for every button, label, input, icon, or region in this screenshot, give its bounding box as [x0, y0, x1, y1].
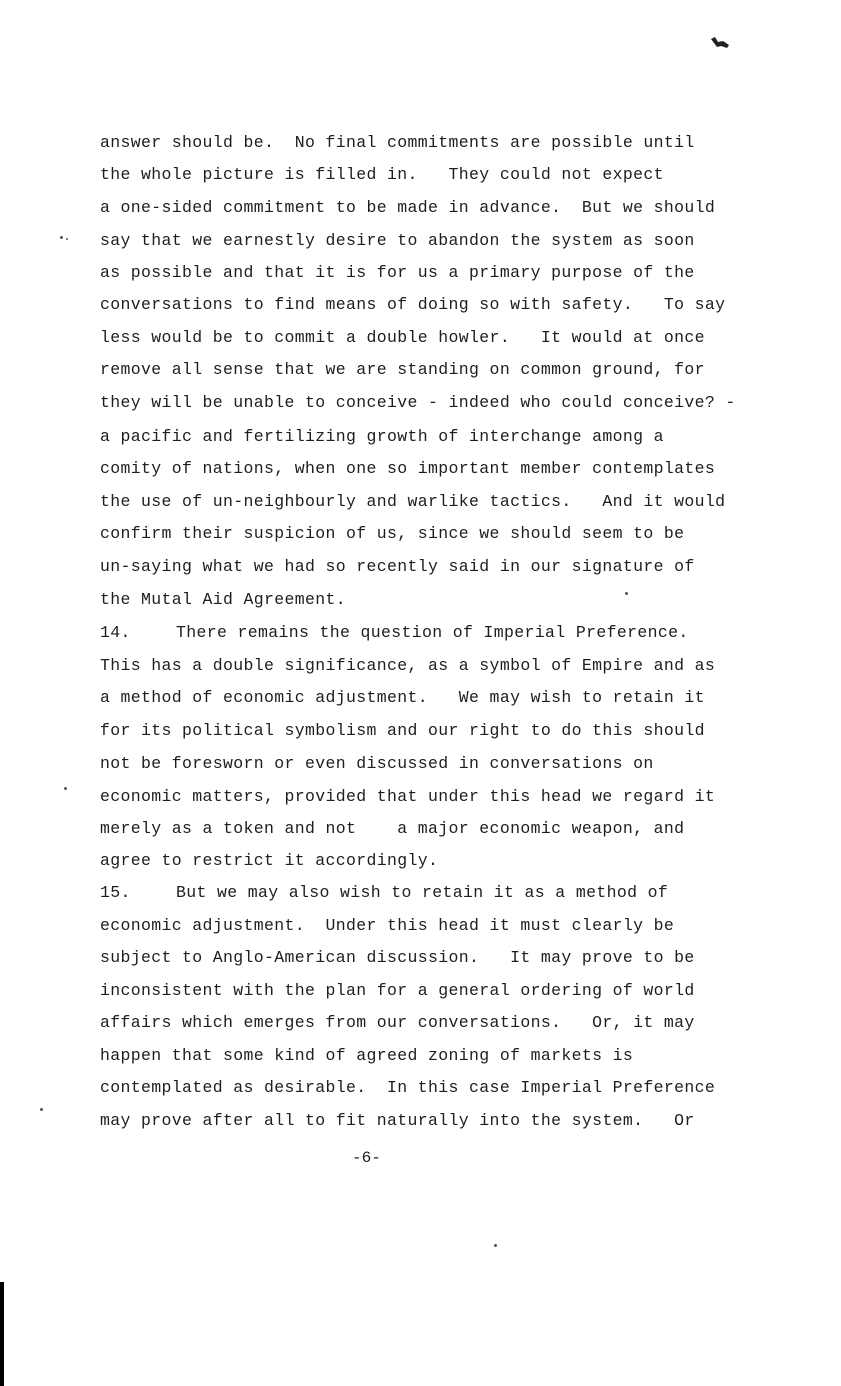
scan-speck	[625, 592, 628, 595]
text-line: inconsistent with the plan for a general ordering of world	[100, 981, 695, 1000]
text-line: un-saying what we had so recently said in our signature of	[100, 557, 695, 576]
text-line: they will be unable to conceive - indeed who could conceive? -	[100, 393, 736, 412]
text-line: happen that some kind of agreed zoning of markets is	[100, 1046, 634, 1065]
paragraph-number: 15.	[100, 883, 131, 902]
text-line: conversations to find means of doing so with safety. To say	[100, 295, 726, 314]
scan-edge-bar	[0, 1282, 4, 1386]
scan-speck	[60, 236, 63, 239]
text-line: the use of un-neighbourly and warlike tactics. And it would	[100, 492, 726, 511]
text-line: This has a double significance, as a symbol of Empire and as	[100, 656, 716, 675]
scan-speck	[66, 238, 68, 240]
paragraph-number: 14.	[100, 623, 131, 642]
corner-ink-mark	[709, 36, 731, 50]
page-number: -6-	[352, 1149, 381, 1167]
text-line: remove all sense that we are standing on common ground, for	[100, 360, 705, 379]
paragraph-15-heading	[100, 883, 668, 903]
text-line: contemplated as desirable. In this case Imperial Preference	[100, 1078, 716, 1097]
text-line: a pacific and fertilizing growth of interchange among a	[100, 427, 664, 446]
scan-speck	[40, 1108, 43, 1111]
text-line: affairs which emerges from our conversations. Or, it may	[100, 1013, 695, 1032]
text-line: a one-sided commitment to be made in advance. But we should	[100, 198, 716, 217]
text-line: a method of economic adjustment. We may wish to retain it	[100, 688, 705, 707]
paragraph-14-heading	[100, 623, 689, 643]
text-line: less would be to commit a double howler. It would at once	[100, 328, 705, 347]
text-line: But we may also wish to retain it as a method of	[176, 883, 669, 902]
text-line: agree to restrict it accordingly.	[100, 851, 439, 870]
text-line: economic adjustment. Under this head it must clearly be	[100, 916, 675, 935]
text-line: subject to Anglo-American discussion. It may prove to be	[100, 948, 695, 967]
text-line: the Mutal Aid Agreement.	[100, 590, 347, 609]
text-line: There remains the question of Imperial Preference.	[176, 623, 689, 642]
text-line: answer should be. No final commitments are possible until	[100, 133, 695, 152]
text-line: not be foresworn or even discussed in conversations on	[100, 754, 654, 773]
text-line: as possible and that it is for us a primary purpose of the	[100, 263, 695, 282]
text-line: may prove after all to fit naturally into the system. Or	[100, 1111, 695, 1130]
text-line: economic matters, provided that under this head we regard it	[100, 787, 716, 806]
text-line: confirm their suspicion of us, since we should seem to be	[100, 524, 685, 543]
text-line: comity of nations, when one so important member contemplates	[100, 459, 716, 478]
text-line: merely as a token and not a major economic weapon, and	[100, 819, 685, 838]
scan-speck	[494, 1244, 497, 1247]
text-line: the whole picture is filled in. They could not expect	[100, 165, 664, 184]
text-line: for its political symbolism and our right to do this should	[100, 721, 705, 740]
scan-speck	[64, 787, 67, 790]
text-line: say that we earnestly desire to abandon the system as soon	[100, 231, 695, 250]
